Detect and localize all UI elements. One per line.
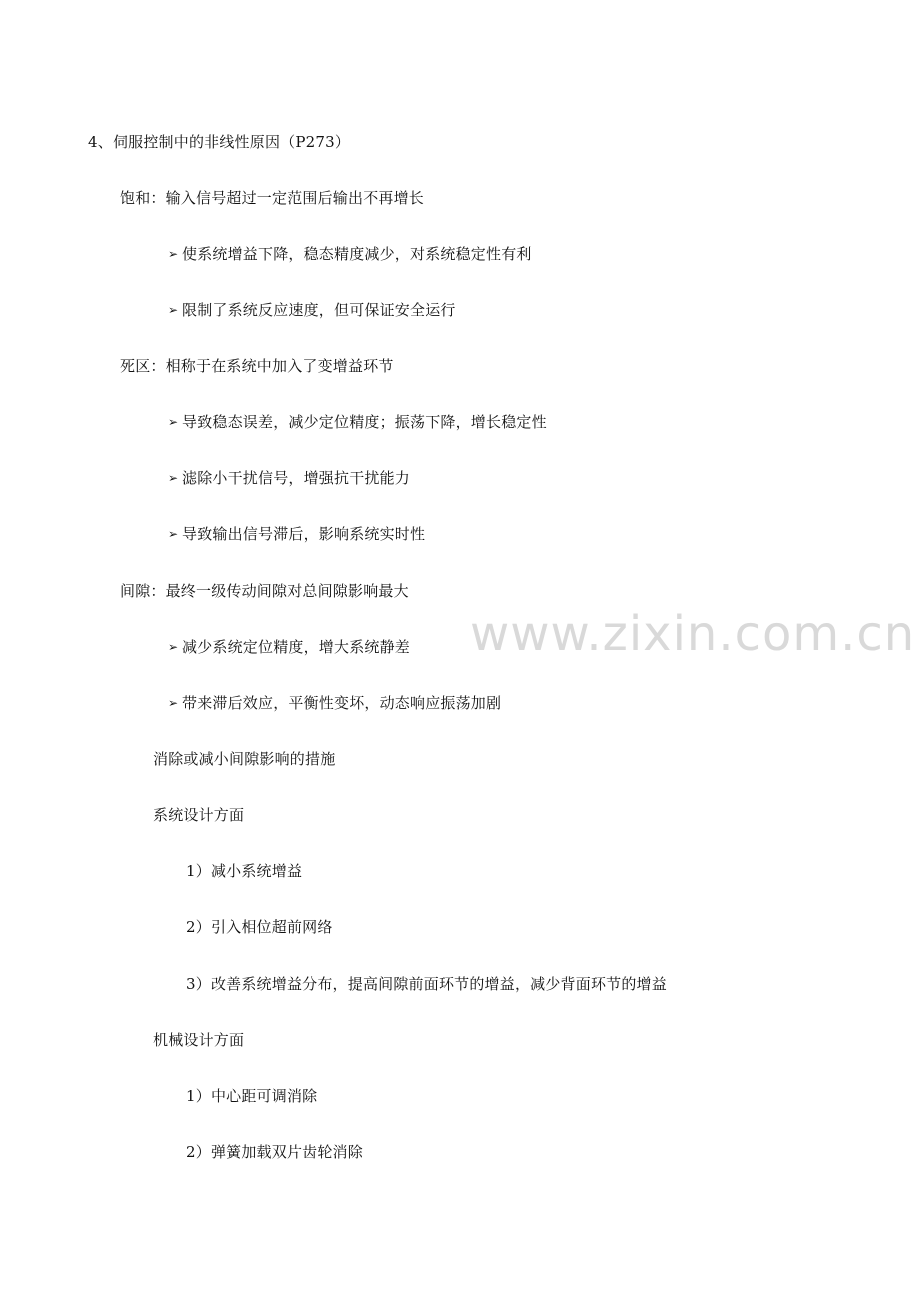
arrow-bullet-icon: ➢ bbox=[168, 471, 179, 485]
saturation-title: 饱和：输入信号超过一定范围后输出不再增长 bbox=[120, 189, 425, 207]
dead-zone-point-text: 导致输出信号滞后，影响系统实时性 bbox=[182, 525, 426, 543]
watermark: www.zixin.com.cn bbox=[470, 606, 916, 662]
backlash-title: 间隙：最终一级传动间隙对总间隙影响最大 bbox=[120, 582, 409, 600]
system-design-item: 1）减小系统增益 bbox=[186, 862, 303, 880]
dead-zone-title: 死区：相称于在系统中加入了变增益环节 bbox=[120, 357, 394, 375]
dead-zone-point-text: 滤除小干扰信号，增强抗干扰能力 bbox=[182, 469, 411, 487]
arrow-bullet-icon: ➢ bbox=[168, 415, 179, 429]
saturation-point bbox=[168, 300, 456, 321]
saturation-point-text: 使系统增益下降，稳态精度减少，对系统稳定性有利 bbox=[182, 245, 532, 263]
dead-zone-point bbox=[168, 524, 425, 545]
dead-zone-point bbox=[168, 468, 410, 489]
measures-title: 消除或减小间隙影响的措施 bbox=[153, 750, 336, 768]
dead-zone-point-text: 导致稳态误差，减少定位精度；振荡下降，增长稳定性 bbox=[182, 413, 547, 431]
mechanical-design-title: 机械设计方面 bbox=[153, 1031, 245, 1049]
arrow-bullet-icon: ➢ bbox=[168, 640, 179, 654]
system-design-title: 系统设计方面 bbox=[153, 806, 245, 824]
backlash-point-text: 减少系统定位精度，增大系统静差 bbox=[182, 638, 411, 656]
backlash-point bbox=[168, 637, 410, 658]
section-heading: 4、伺服控制中的非线性原因（P273） bbox=[88, 133, 351, 151]
system-design-item: 2）引入相位超前网络 bbox=[186, 918, 333, 936]
dead-zone-point bbox=[168, 412, 547, 433]
arrow-bullet-icon: ➢ bbox=[168, 527, 179, 541]
backlash-point-text: 带来滞后效应，平衡性变坏，动态响应振荡加剧 bbox=[182, 694, 502, 712]
backlash-point bbox=[168, 693, 501, 714]
mechanical-design-item: 1）中心距可调消除 bbox=[186, 1087, 318, 1105]
mechanical-design-item: 2）弹簧加载双片齿轮消除 bbox=[186, 1143, 363, 1161]
saturation-point bbox=[168, 244, 532, 265]
system-design-item: 3）改善系统增益分布，提高间隙前面环节的增益，减少背面环节的增益 bbox=[186, 975, 667, 993]
arrow-bullet-icon: ➢ bbox=[168, 303, 179, 317]
arrow-bullet-icon: ➢ bbox=[168, 247, 179, 261]
saturation-point-text: 限制了系统反应速度，但可保证安全运行 bbox=[182, 301, 456, 319]
arrow-bullet-icon: ➢ bbox=[168, 696, 179, 710]
